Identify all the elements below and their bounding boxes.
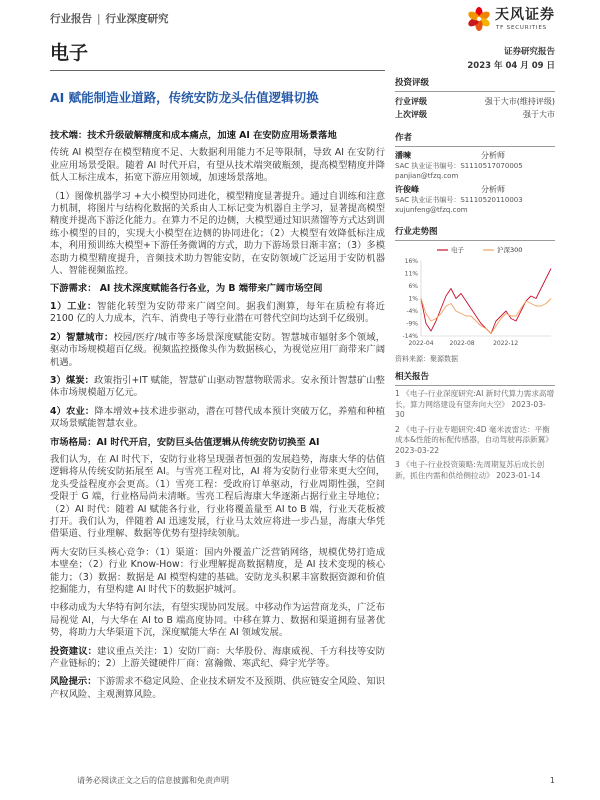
paragraph: 我们认为，在 AI 时代下，安防行业将呈现强者恒强的发展趋势，海康大华的估值逻辑将从传统安防拓展至 AI。与雪亮工程对比，AI 将为安防行业带来更大空间，龙头受益程度亦会更高。（1）雪亮工程：受政府订单驱动，行业周期性强，空间受限于 G 端，行业格局尚未清晰。雪亮工程后海康大华逐渐占据行业主导地位；（2）AI 时代：随着 AI 赋能各行业，行业将覆盖量至 AI to B 端，行业天花板被打开。我们认为，伴随着 AI 迅速发展，行业马太效应将进一步凸显，海康大华凭借渠道、行业理解、数据等优势有望持续领航。 (50, 453, 385, 540)
related-heading: 相关报告 (395, 372, 555, 386)
related-report-title: 《电子-行业深度研究:AI 新时代算力需求高增长，算力网络建设有望奔向大空》 (395, 389, 555, 409)
series-line-hs300 (421, 299, 551, 334)
demand-item-text: 政策指引+IT 赋能，智慧矿山驱动智慧物联需求。安永预计智慧矿山整体市场规模超万亿元。 (50, 374, 385, 399)
author-name-row (395, 184, 555, 196)
demand-item (50, 406, 385, 431)
author-entry (395, 150, 555, 181)
investment-advice-label: 投资建议： (50, 645, 98, 657)
title-divider (50, 70, 385, 71)
rating-row (395, 95, 555, 108)
related-report-item[interactable] (395, 425, 555, 457)
related-reports-block (395, 372, 555, 481)
report-type: 证券研究报告 (503, 47, 555, 57)
author-email[interactable]: xujunfeng@tfzq.com (395, 205, 468, 214)
author-role: 分析师 (481, 151, 505, 160)
y-tick-label: 1% (408, 295, 418, 303)
chart-source: 资料来源：聚源数据 (395, 355, 458, 363)
tf-securities-logo (466, 4, 558, 42)
risk-warning (50, 676, 385, 701)
rating-heading: 投资评级 (395, 78, 555, 92)
risk-warning-label: 风险提示： (50, 676, 97, 688)
paragraph: 传统 AI 模型存在模型精度不足、大数据利用能力不足等限制，导致 AI 在安防行业应用场景受限。随着 AI 时代开启，有望从技术端突破瓶颈，提高模型精度并降低人工标注成本，拓宽下游应用领域，加速场景落地。 (50, 147, 385, 184)
related-report-number: 1 (395, 389, 400, 398)
y-tick-label: 11% (404, 270, 418, 278)
rating-value: 强于大市(维持评级) (484, 97, 555, 106)
trend-heading: 行业走势图 (395, 227, 555, 241)
demand-item (50, 332, 385, 369)
demand-item-label: 2）智慧城市： (50, 331, 114, 343)
section-heading-technology: 技术端：技术升级破解精度和成本痛点，加速 AI 在安防应用场景落地 (50, 130, 337, 141)
disclaimer-note: 请务必阅读正文之后的信息披露和免责声明 (77, 776, 229, 785)
paragraph: 两大安防巨头核心竞争：（1）渠道：国内外覆盖广泛营销网络，规模优势打造成本壁垒；（2）行业 Know-How：行业理解提高数据精度，是 AI 技术变现的核心能力；（3）数据：数据是 AI 模型构建的基础。安防龙头积累丰富数据资源和价值挖掘能力，有望构建 AI 时代下的数据护城河。 (50, 546, 385, 595)
logo-text-en: TF SECURITIES (496, 25, 547, 31)
demand-item (50, 375, 385, 400)
demand-item-text: 降本增效+技术进步驱动，潜在可替代成本预计突破万亿，养殖和种植双场景赋能智慧农业。 (50, 405, 385, 430)
report-category: 行业报告 (50, 13, 92, 25)
demand-item-text: 校园/医疗/城市等多场景深度赋能安防。智慧城市辐射多个领域，驱动市场规模超百亿级。视频监控摄像头作为数据核心，为视觉应用厂商带来广阔机遇。 (50, 331, 385, 368)
demand-item-label: 4）农业： (50, 405, 95, 417)
y-tick-label: -14% (402, 333, 418, 340)
paragraph: 中移动成为大华特有阿尔法，有望实现协同发展。中移动作为运营商龙头，广泛布局视觉 AI，与大华在 AI to B 端高度协同。中移在算力、数据和渠道拥有显著优势，将助力大华渠道下沉，深度赋能大华在 AI 领域发展。 (50, 602, 385, 639)
header-separator: | (97, 13, 101, 25)
section-heading-demand: 下游需求： AI 技术深度赋能各行各业，为 B 端带来广阔市场空间 (50, 283, 323, 295)
y-tick-label: -9% (406, 320, 418, 328)
demand-item-label: 1）工业： (50, 300, 97, 312)
demand-item-label: 3）煤炭： (50, 374, 95, 386)
related-report-date: 2023-03-22 (395, 445, 440, 455)
author-name: 许俊峰 (395, 185, 419, 194)
report-subtitle: AI 赋能制造业道路，传统安防龙头估值逻辑切换 (50, 90, 319, 105)
industry-trend-chart (395, 244, 555, 354)
demand-item-text: 智能化转型为安防带来广阔空间。据我们测算，每年在质检有将近 2100 亿的人力成本，汽车、消费电子等行业潜在可替代空间均达到千亿级别。 (50, 300, 385, 325)
related-report-number: 3 (395, 460, 400, 469)
investment-advice (50, 646, 385, 671)
related-report-item[interactable] (395, 389, 555, 421)
y-tick-label: 6% (408, 283, 418, 290)
section-heading-market: 市场格局：AI 时代开启，安防巨头估值逻辑从传统安防切换至 AI (50, 436, 320, 448)
x-tick-label: 2022-12 (493, 340, 519, 347)
x-tick-label: 2022-04 (408, 340, 434, 347)
report-header (50, 12, 169, 26)
rating-label: 行业评级 (395, 97, 427, 106)
related-report-item[interactable] (395, 460, 555, 481)
rating-block (395, 78, 555, 121)
legend-label: 电子 (451, 246, 464, 255)
author-entry (395, 184, 555, 215)
related-report-title: 《电子-行业专题研究:4D 毫米波雷达：平衡成本&性能的标配传感器，自动驾驶再添新翼》 (395, 424, 553, 444)
authors-heading: 作者 (395, 133, 555, 147)
report-title: 电子 (50, 42, 89, 64)
author-role: 分析师 (481, 185, 505, 194)
flower-logo-icon (466, 6, 492, 32)
author-email[interactable]: panjian@tfzq.com (395, 171, 459, 180)
x-tick-label: 2022-08 (449, 340, 475, 347)
y-tick-label: 16% (404, 258, 418, 265)
sidebar (395, 78, 555, 485)
legend-label: 沪深300 (497, 246, 523, 255)
author-sac-number: SAC 执业证书编号：S1110517070005 (395, 162, 523, 170)
y-tick-label: -4% (406, 308, 418, 315)
report-summary (50, 127, 385, 707)
investment-advice-text: 建议重点关注：1）安防厂商：大华股份、海康威视、千方科技等安防产业链标的；2）上游关键硬件厂商：富瀚微、寒武纪、舜宇光学等。 (50, 645, 385, 670)
logo-text-cn: 天风证券 (495, 7, 555, 23)
demand-item (50, 301, 385, 326)
related-report-date: 2023-03-30 (395, 399, 546, 419)
author-name: 潘暕 (395, 151, 411, 160)
author-name-row (395, 150, 555, 162)
rating-row (395, 108, 555, 121)
page-number: 1 (549, 776, 555, 785)
trend-block (395, 227, 555, 364)
rating-value: 强于大市 (523, 110, 555, 119)
report-subcategory: 行业深度研究 (105, 13, 169, 25)
authors-block (395, 133, 555, 215)
author-sac-number: SAC 执业证书编号：S1110520110003 (395, 196, 523, 204)
related-report-number: 2 (395, 424, 400, 434)
series-line-electronics (421, 269, 551, 334)
report-date: 2023 年 04 月 09 日 (467, 61, 555, 71)
logo-center (477, 17, 481, 21)
related-report-title: 《电子-行业投资策略:先周期复苏后成长创新，抓住内需和供给侧拉动》 (395, 460, 545, 480)
paragraph: （1）图像机器学习 +大小模型协同进化，模型精度显著提升。通过自训练和注意力机制，将图片与结构化数据的关系由人工标记变为机器自主学习，显著提高模型精度并提高下游泛化能力。在算力不足的边侧，大模型通过知识蒸馏等方式达到训练小模型的目的，实现大小模型在边侧的协同进化；（2）大模型有效降低标注成本，利用预训练大模型+下游任务微调的方式，助力下游场景日渐丰富；（3）多模态助力模型精度提升，音频技术助力智能安防，在安防领域广泛运用于安防机器人、智能视频监控。 (50, 190, 385, 277)
related-report-date: 2023-01-14 (496, 470, 541, 480)
rating-label: 上次评级 (395, 110, 427, 119)
risk-warning-text: 下游需求不稳定风险、企业技术研发不及预期、供应链安全风险、知识产权风险、主观测算风险。 (50, 676, 385, 700)
